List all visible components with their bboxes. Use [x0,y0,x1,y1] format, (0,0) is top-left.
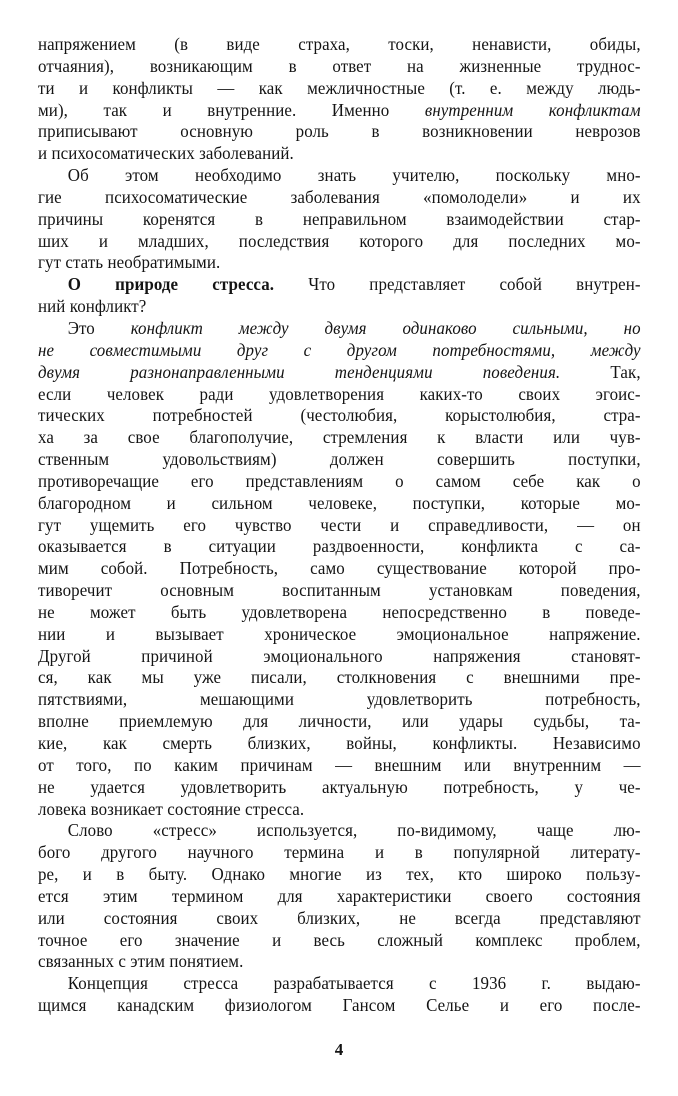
text-run: ти и конфликты — как межличностные (т. е. между людь- [38,77,641,98]
text-line [38,820,641,842]
paragraph [38,820,641,973]
text-run: если человек ради удовлетворения каких-то своих эгоис- [38,383,641,404]
text-line [38,340,641,362]
text-line [38,558,641,580]
text-run: гут стать необратимыми. [38,252,221,273]
text-line [38,165,641,187]
text-run: ловека возникает состояние стресса. [38,798,305,819]
text-line [38,777,641,799]
text-line [38,536,641,558]
text-run: Так, [560,361,641,382]
text-run: напряжением (в виде страха, тоски, ненависти, обиды, [38,34,641,54]
text-run: нии и вызывает хроническое эмоциональное напряжение. [38,623,641,644]
text-run: Концепция стресса разрабатывается с 1936 г. выдаю- [67,973,641,994]
text-run: от того, по каким причинам — внешним или внутренним — [38,754,641,775]
text-run: гут ущемить его чувство чести и справедливости, — он [38,514,641,535]
text-line [38,362,641,384]
text-run: не удается удовлетворить актуальную потребность, у че- [38,776,641,797]
text-run: кие, как смерть близких, войны, конфликты. Независимо [38,733,641,753]
paragraph [38,318,641,820]
text-line [38,231,641,253]
text-line [38,427,641,449]
text-run: и психосоматических заболеваний. [38,143,294,164]
text-run: ственным удовольствиям) должен совершить поступки, [38,449,641,470]
text-line [38,755,641,777]
text-line [38,34,641,56]
text-run: точное его значение и весь сложный комплекс проблем, [38,929,641,950]
text-line [38,143,641,165]
text-run: пятствиями, мешающими удовлетворить потребность, [38,689,641,710]
text-run: оказывается в ситуации раздвоенности, конфликта с са- [38,536,641,557]
paragraph [38,34,641,165]
text-run: противоречащие его представлениям о самом себе как о [38,470,641,491]
text-line [38,56,641,78]
text-run: Другой причиной эмоционального напряжения становят- [38,645,641,666]
text-line [38,733,641,755]
text-line [38,384,641,406]
text-run: Что представляет собой внутрен- [274,274,641,295]
text-run: связанных с этим понятием. [38,951,244,972]
text-line [38,209,641,231]
text-line [38,296,641,318]
text-line [38,602,641,624]
text-run: приписывают основную роль в возникновении неврозов [38,121,641,142]
text-line [38,471,641,493]
text-run: мим собой. Потребность, само существование которой про- [38,558,641,579]
text-line [38,318,641,340]
text-line [38,405,641,427]
text-run: бого другого научного термина и в популярной литерату- [38,842,641,863]
text-line [38,100,641,122]
text-run: благородном и сильном человеке, поступки, которые мо- [38,492,641,513]
paragraph [38,274,641,318]
italic-text: внутренним конфликтам [424,99,641,120]
text-line [38,842,641,864]
text-line [38,449,641,471]
text-line [38,908,641,930]
paragraph [38,973,641,1017]
text-run: Об этом необходимо знать учителю, поскольку мно- [67,165,641,186]
text-line [38,515,641,537]
text-run: ется этим термином для характеристики своего состояния [38,885,641,906]
text-line [38,711,641,733]
page-number: 4 [334,1040,344,1059]
text-run: тиворечит основным воспитанным установкам поведения, [38,580,641,601]
text-line [38,121,641,143]
text-run: или состояния своих близких, не всегда представляют [38,907,641,928]
text-run: вполне приемлемую для личности, или удары судьбы, та- [38,711,641,732]
text-line [38,951,641,973]
text-run: ших и младших, последствия которого для последних мо- [38,230,641,251]
text-run: гие психосоматические заболевания «помолодели» и их [38,186,641,207]
text-line [38,624,641,646]
page-body [38,34,641,1017]
text-run: Слово «стресс» используется, по-видимому, чаще лю- [67,820,641,841]
text-run: тических потребностей (честолюбия, корыстолюбия, стра- [38,405,641,426]
text-line [38,646,641,668]
text-line [38,886,641,908]
text-run: отчаяния), возникающим в ответ на жизненные труднос- [38,55,641,76]
text-line [38,667,641,689]
text-line [38,78,641,100]
text-run: щимся канадским физиологом Гансом Селье и его после- [38,995,641,1016]
text-run: ре, и в быту. Однако многие из тех, кто широко пользу- [38,864,641,885]
text-run: ха за свое благополучие, стремления к власти или чув- [38,427,641,448]
text-run: ми), так и внутренние. Именно [38,99,425,120]
text-line [38,973,641,995]
text-line [38,187,641,209]
text-line [38,580,641,602]
text-run: Это [67,317,131,338]
italic-text: не совместимыми друг с другом потребностями, между [38,339,641,360]
text-line [38,864,641,886]
text-line [38,274,641,296]
text-run: причины коренятся в неправильном взаимодействии стар- [38,208,641,229]
text-line [38,493,641,515]
text-line [38,799,641,821]
italic-text: конфликт между двумя одинаково сильными, но [130,317,641,338]
text-run: ся, как мы уже писали, столкновения с внешними пре- [38,667,641,688]
text-line [38,995,641,1017]
bold-heading: О природе стресса. [67,274,275,295]
paragraph [38,165,641,274]
text-line [38,689,641,711]
text-line [38,252,641,274]
text-run: не может быть удовлетворена непосредственно в поведе- [38,601,641,622]
text-run: ний конфликт? [38,296,147,317]
italic-text: двумя разнонаправленными тенденциями поведения. [38,361,561,382]
text-line [38,930,641,952]
